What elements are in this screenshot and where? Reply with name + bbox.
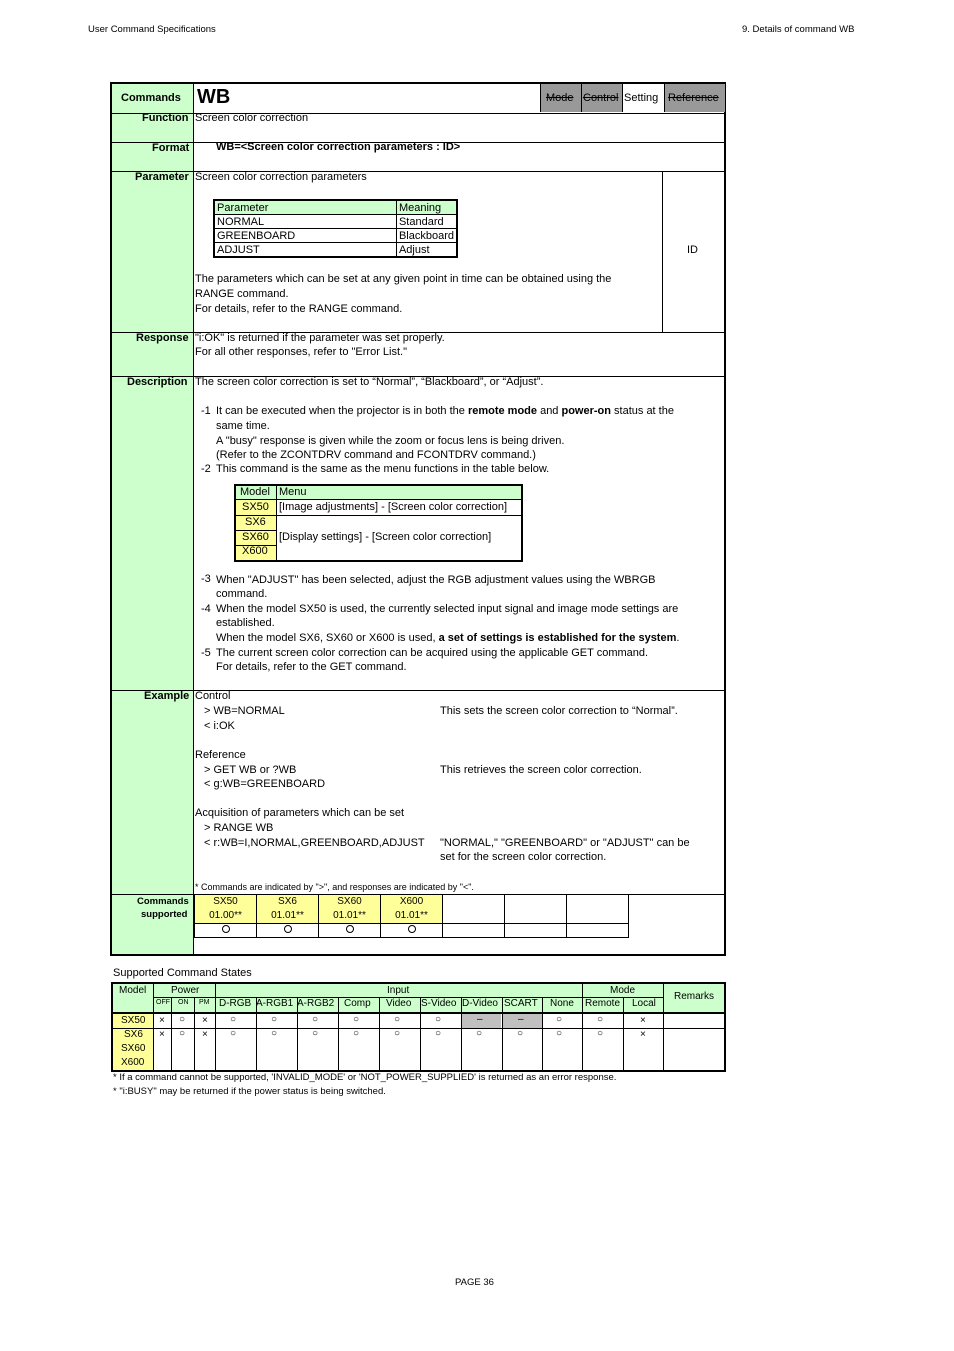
example-note: This retrieves the screen color correction.	[440, 764, 642, 776]
tag-setting: Setting	[624, 92, 659, 104]
response-line: For all other responses, refer to "Error List."	[195, 346, 407, 358]
input-col: Comp	[344, 998, 371, 1009]
states-title: Supported Command States	[113, 967, 252, 979]
input-col: S-Video	[421, 998, 457, 1009]
desc-num: -1	[201, 405, 211, 417]
state-cell: ○	[179, 1028, 186, 1039]
example-command: > RANGE WB	[204, 822, 274, 834]
desc4-line2: established.	[216, 617, 275, 629]
param-header: Parameter	[214, 200, 396, 215]
input-col: SCART	[504, 998, 538, 1009]
example-command: > GET WB or ?WB	[204, 764, 297, 776]
param-cell: ADJUST	[214, 243, 396, 258]
desc-num: -2	[201, 463, 211, 475]
example-label: Example	[144, 690, 190, 702]
example-note: This sets the screen color correction to “Normal”.	[440, 705, 678, 717]
menu-model-header: Model	[240, 486, 270, 498]
state-cell: ○	[353, 1028, 360, 1039]
power-col: PM	[199, 999, 210, 1006]
states-mode-header: Mode	[610, 985, 636, 996]
state-cell: ○	[271, 1028, 278, 1039]
format-label: Format	[152, 142, 190, 154]
states-row-model: X600	[121, 1057, 145, 1068]
parameter-note: For details, refer to the RANGE command.	[195, 303, 403, 315]
input-col: D-RGB	[219, 998, 252, 1009]
meaning-cell: Standard	[396, 215, 457, 229]
state-cell: ○	[312, 1028, 319, 1039]
menu-table	[234, 484, 523, 562]
supported-circle-icon	[222, 925, 230, 933]
desc4-line1: When the model SX50 is used, the currently selected input signal and image mode settings are	[216, 603, 679, 615]
desc1-line4: (Refer to the ZCONTDRV command and FCONTDRV command.)	[216, 449, 536, 461]
state-cell: –	[518, 1014, 524, 1025]
desc2-text: This command is the same as the menu functions in the table below.	[216, 463, 550, 475]
tag-reference: Reference	[668, 92, 719, 104]
header-left: User Command Specifications	[88, 24, 216, 35]
state-cell: –	[477, 1014, 483, 1025]
example-command: > WB=NORMAL	[204, 705, 285, 717]
state-cell: ×	[202, 1029, 208, 1040]
format-text: WB=<Screen color correction parameters : ID>	[216, 141, 461, 153]
parameter-side-id: ID	[687, 244, 698, 256]
menu-model: SX6	[245, 516, 266, 528]
mode-col: Local	[632, 998, 656, 1009]
parameter-label: Parameter	[135, 171, 189, 183]
desc-num: -5	[201, 647, 211, 659]
command-name: WB	[197, 86, 231, 108]
desc1-line3: A "busy" response is given while the zoom or focus lens is being driven.	[216, 435, 565, 447]
state-cell: ○	[435, 1028, 442, 1039]
state-cell: ○	[271, 1014, 278, 1025]
input-col: None	[550, 998, 574, 1009]
function-label: Function	[142, 112, 189, 124]
power-col: OFF	[156, 999, 170, 1006]
supported-model-cell: SX6 01.01**	[257, 895, 319, 924]
state-cell: ○	[597, 1014, 604, 1025]
response-label: Response	[136, 332, 189, 344]
example-control: Control	[195, 690, 231, 702]
desc3-line1: When "ADJUST" has been selected, adjust the RGB adjustment values using the WBRGB	[216, 574, 656, 586]
desc1-line2: same time.	[216, 420, 270, 432]
state-cell: ○	[556, 1014, 563, 1025]
supported-model-cell: SX60 01.01**	[319, 895, 381, 924]
state-cell: ○	[353, 1014, 360, 1025]
state-cell: ○	[312, 1014, 319, 1025]
state-cell: ○	[394, 1028, 401, 1039]
state-cell: ○	[476, 1028, 483, 1039]
menu-model: SX60	[242, 531, 269, 543]
states-input-header: Input	[387, 985, 410, 996]
example-response: < i:OK	[204, 720, 235, 732]
states-row-model: SX50	[121, 1015, 146, 1026]
menu-path: [Image adjustments] - [Screen color correction]	[279, 501, 508, 513]
state-cell: ×	[640, 1015, 646, 1026]
page-number: PAGE 36	[455, 1277, 494, 1288]
state-cell: ○	[517, 1028, 524, 1039]
desc-num: -4	[201, 603, 211, 615]
states-note: * If a command cannot be supported, 'INVALID_MODE' or 'NOT_POWER_SUPPLIED' is returned as an error response.	[113, 1072, 617, 1083]
desc5-line1: The current screen color correction can be acquired using the applicable GET command.	[216, 647, 649, 659]
menu-model: X600	[242, 545, 268, 557]
description-label: Description	[127, 376, 188, 388]
function-text: Screen color correction	[195, 112, 309, 124]
states-model-header: Model	[119, 985, 147, 996]
example-footnote: * Commands are indicated by ">", and responses are indicated by "<".	[195, 882, 474, 892]
input-col: A-RGB1	[256, 998, 294, 1009]
states-row-model: SX6	[124, 1029, 143, 1040]
state-cell: ○	[597, 1028, 604, 1039]
states-remarks-header: Remarks	[674, 991, 715, 1002]
parameter-note: RANGE command.	[195, 288, 289, 300]
meaning-cell: Blackboard	[396, 229, 457, 243]
supported-table	[194, 894, 629, 938]
param-cell: GREENBOARD	[214, 229, 396, 243]
meaning-header: Meaning	[396, 200, 457, 215]
menu-header: Menu	[279, 486, 307, 498]
supported-circle-icon	[284, 925, 292, 933]
header-right: 9. Details of command WB	[742, 24, 855, 35]
parameter-intro: Screen color correction parameters	[195, 171, 367, 183]
state-cell: ○	[556, 1028, 563, 1039]
supported-circle-icon	[346, 925, 354, 933]
supported-label: supported	[141, 909, 188, 920]
states-note: * "i:BUSY" may be returned if the power status is being switched.	[113, 1086, 386, 1097]
states-row-model: SX60	[121, 1043, 146, 1054]
state-cell: ×	[159, 1029, 165, 1040]
example-response: < r:WB=I,NORMAL,GREENBOARD,ADJUST	[204, 837, 425, 849]
input-col: A-RGB2	[297, 998, 335, 1009]
supported-model-cell: X600 01.01**	[381, 895, 443, 924]
desc-num: -3	[201, 573, 211, 585]
parameter-note: The parameters which can be set at any given point in time can be obtained using the	[195, 273, 612, 285]
example-reference: Reference	[195, 749, 246, 761]
example-note: set for the screen color correction.	[440, 851, 607, 863]
tag-control: Control	[583, 92, 619, 104]
state-cell: ×	[159, 1015, 165, 1026]
menu-model: SX50	[242, 501, 269, 513]
parameter-table	[213, 199, 458, 258]
description-intro: The screen color correction is set to “Normal”, “Blackboard”, or “Adjust”.	[195, 376, 544, 388]
desc5-line2: For details, refer to the GET command.	[216, 661, 407, 673]
desc1-line1: It can be executed when the projector is in both the remote mode and power-on status at the	[216, 405, 674, 417]
desc4-line3: When the model SX6, SX60 or X600 is used, a set of settings is established for the system.	[216, 632, 680, 644]
tag-mode: Mode	[546, 92, 574, 104]
example-response: < g:WB=GREENBOARD	[204, 778, 326, 790]
example-acquisition: Acquisition of parameters which can be set	[195, 807, 405, 819]
example-note: "NORMAL," "GREENBOARD" or "ADJUST" can be	[440, 837, 690, 849]
menu-path: [Display settings] - [Screen color correction]	[279, 531, 492, 543]
state-cell: ○	[179, 1014, 186, 1025]
param-cell: NORMAL	[214, 215, 396, 229]
state-cell: ×	[640, 1029, 646, 1040]
mode-col: Remote	[585, 998, 621, 1009]
states-table	[111, 982, 726, 1072]
input-col: D-Video	[462, 998, 498, 1009]
state-cell: ○	[230, 1028, 237, 1039]
response-line: "i:OK" is returned if the parameter was set properly.	[195, 332, 445, 344]
desc3-line2: command.	[216, 588, 268, 600]
states-power-header: Power	[171, 985, 200, 996]
input-col: Video	[386, 998, 412, 1009]
supported-label: Commands	[137, 896, 189, 907]
state-cell: ○	[394, 1014, 401, 1025]
supported-circle-icon	[408, 925, 416, 933]
state-cell: ○	[230, 1014, 237, 1025]
power-col: ON	[178, 999, 189, 1006]
state-cell: ○	[435, 1014, 442, 1025]
state-cell: ×	[202, 1015, 208, 1026]
meaning-cell: Adjust	[396, 243, 457, 258]
commands-label: Commands	[121, 92, 181, 104]
supported-model-cell: SX50 01.00**	[195, 895, 257, 924]
